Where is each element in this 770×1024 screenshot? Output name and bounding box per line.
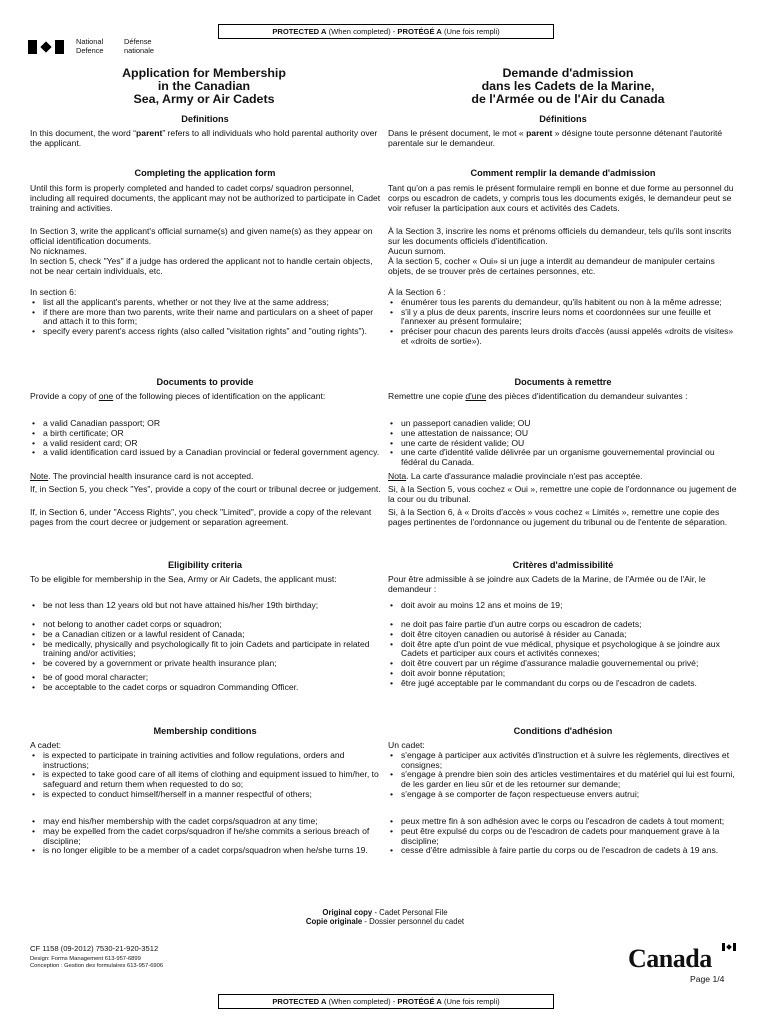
completing-heading-en: Completing the application form: [134, 168, 276, 178]
completing-section6-en: In section 6: • list all the applicant's parents, whether or not they live at the same address; • if there are more than two parents, write their name and particulars on a sheet of paper and attach it to this form; • specify every parent's access rights (also called "visitation rights" and "outing rights").: [30, 288, 382, 337]
list-item: • be medically, physically and psychologically fit to join Cadets and participate in related training and/or activities;: [30, 640, 382, 660]
documents-note-fr: Nota. La carte d'assurance maladie provinciale n'est pas acceptée.: [388, 471, 643, 481]
documents-heading-fr: Documents à remettre: [514, 377, 612, 387]
list-item: • may be expelled from the cadet corps/squadron if he/she commits a serious breach of discipline;: [30, 827, 382, 847]
list-item: • is no longer eligible to be a member of a cadet corps/squadron when he/she turns 19.: [30, 846, 382, 856]
list-item: • cesse d'être admissible à faire partie du corps ou de l'escadron de cadets à 19 ans.: [388, 846, 740, 856]
completing-heading-fr: Comment remplir la demande d'admission: [470, 168, 656, 178]
membership-list2-en: [30, 817, 382, 856]
list-item: • is expected to conduct himself/herself in a manner respectful of others;: [30, 790, 382, 800]
list-item: • doit être apte d'un point de vue médical, physique et psychologique à se joindre aux Cadets et participer aux cours et activités connexes;: [388, 640, 740, 660]
list-item: • may end his/her membership with the cadet corps/squadron at any time;: [30, 817, 382, 827]
documents-heading-en: Documents to provide: [156, 377, 254, 387]
form-number: CF 1158 (09-2012) 7530-21-920-3512: [30, 944, 159, 953]
membership-heading-en: Membership conditions: [153, 726, 257, 736]
dept-name-en-1: National: [76, 37, 104, 46]
eligibility-list2-en: [30, 620, 382, 669]
title-fr: Demande d'admission dans les Cadets de la Marine, de l'Armée ou de l'Air du Canada: [471, 66, 665, 106]
definitions-heading-en: Definitions: [181, 114, 229, 124]
definitions-text-en: In this document, the word “parent” refers to all individuals who hold parental authority over the applicant.: [30, 128, 378, 148]
eligibility-intro-fr: Pour être admissible à se joindre aux Cadets de la Marine, de l'Armée ou de l'Air, le demandeur :: [388, 574, 706, 594]
list-item: • une carte de résident valide; OU: [388, 439, 740, 449]
list-item: • peut être expulsé du corps ou de l'escadron de cadets pour manquement grave à la discipline;: [388, 827, 740, 847]
canada-flag-icon: [28, 40, 64, 54]
membership-list2-fr: [388, 817, 740, 856]
copy-distribution: Original copy - Cadet Personal File Copie originale - Dossier personnel du cadet: [305, 908, 465, 926]
list-item: • be not less than 12 years old but not have attained his/her 19th birthday;: [30, 601, 382, 611]
completing-p3-en: In section 5, check "Yes" if a judge has ordered the applicant not to handle certain objects, not be near certain individuals, etc.: [30, 256, 373, 276]
list-item: • être jugé acceptable par le commandant du corps ou de l'escadron de cadets.: [388, 679, 740, 689]
list-item: • is expected to take good care of all items of clothing and equipment issued to him/her, to safeguard and return them when requested to do so;: [30, 770, 382, 790]
design-credit: Design: Forms Management 613-957-6899 Conception : Gestion des formulaires 613-957-6906: [30, 956, 164, 969]
dept-name-en-2: Defence: [76, 45, 104, 55]
membership-list-fr: Un cadet: • s'engage à participer aux activités d'instruction et à suivre les règlements, directives et consignes; • s'engage à prendre bien soin des articles vestimentaires et du matériel qui lui est fourni, de les garder en lieu sûr et de les retourner sur demande; • s'engage à se comporter de façon respectueuse envers autrui;: [388, 741, 740, 800]
eligibility-list1-fr: [388, 601, 740, 611]
completing-p3-fr: À la section 5, cocher « Oui» si un juge a interdit au demandeur de manipuler certains objets, de se trouver près de certaines personnes, etc.: [388, 256, 715, 276]
government-signature: [28, 38, 154, 55]
list-item: • s'il y a plus de deux parents, inscrire leurs noms et coordonnées sur une feuille et l'annexer au présent formulaire;: [388, 308, 740, 328]
list-item: • préciser pour chacun des parents leurs droits d'accès (aussi appelés «droits de visites» et «droits de sortie»).: [388, 327, 740, 347]
list-item: • if there are more than two parents, write their name and particulars on a sheet of paper and attach it to this form;: [30, 308, 382, 328]
list-item: • doit être citoyen canadien ou autorisé à résider au Canada;: [388, 630, 740, 640]
documents-p2-en: If, in Section 5, you check "Yes", provide a copy of the court or tribunal decree or judgement.: [30, 484, 381, 494]
eligibility-list3-en: [30, 673, 382, 693]
list-item: • specify every parent's access rights (also called "visitation rights" and "outing rights").: [30, 327, 382, 337]
completing-p2-en: In Section 3, write the applicant's official surname(s) and given name(s) as they appear on official identification documents. No nicknames.: [30, 226, 373, 256]
list-item: • doit être couvert par un régime d'assurance maladie gouvernemental ou privé;: [388, 659, 740, 669]
canada-wordmark: Canada: [628, 944, 712, 973]
documents-list-fr: [388, 419, 740, 468]
list-item: • be a Canadian citizen or a lawful resident of Canada;: [30, 630, 382, 640]
list-item: • peux mettre fin à son adhésion avec le corps ou l'escadron de cadets à tout moment;: [388, 817, 740, 827]
list-item: • doit avoir bonne réputation;: [388, 669, 740, 679]
list-item: • be of good moral character;: [30, 673, 382, 683]
list-item: • un passeport canadien valide; OU: [388, 419, 740, 429]
completing-p2-fr: À la Section 3, inscrire les noms et prénoms officiels du demandeur, tels qu'ils sont inscrits sur les documents officiels d'identification. Aucun surnom.: [388, 226, 732, 256]
membership-heading-fr: Conditions d'adhésion: [513, 726, 613, 736]
page-number: Page 1/4: [690, 974, 725, 984]
eligibility-heading-fr: Critères d'admissibilité: [512, 560, 614, 570]
list-item: • list all the applicant's parents, whether or not they live at the same address;: [30, 298, 382, 308]
wordmark-flag-icon: [722, 943, 736, 951]
list-item: • a valid Canadian passport; OR: [30, 419, 382, 429]
protection-banner-top: PROTECTED A (When completed) - PROTÉGÉ A (Une fois rempli): [218, 24, 554, 39]
documents-p3-en: If, in Section 6, under "Access Rights", you check "Limited", provide a copy of the relevant pages from the court decree or judgement or separation agreement.: [30, 507, 372, 527]
list-item: • is expected to participate in training activities and follow regulations, orders and instructions;: [30, 751, 382, 771]
completing-section6-fr: À la Section 6 : • énumérer tous les parents du demandeur, qu'ils habitent ou non à la même adresse; • s'il y a plus de deux parents, inscrire leurs noms et coordonnées sur une feuille et l'annexer au présent formulaire; • préciser pour chacun des parents leurs droits d'accès (aussi appelés «droits de visites» et «droits de sortie»).: [388, 288, 740, 347]
definitions-text-fr: Dans le présent document, le mot « parent » désigne toute personne détenant l'autorité parentale sur le demandeur.: [388, 128, 723, 148]
dept-name-fr-2: nationale: [124, 45, 154, 55]
list-item: • s'engage à participer aux activités d'instruction et à suivre les règlements, directives et consignes;: [388, 751, 740, 771]
list-item: • a valid identification card issued by a Canadian provincial or federal government agency.: [30, 448, 382, 458]
list-item: • be acceptable to the cadet corps or squadron Commanding Officer.: [30, 683, 382, 693]
documents-p3-fr: Si, à la Section 6, à « Droits d'accès » vous cochez « Limités », remettre une copie des pages pertinentes de l'ordonnance ou jugement du tribunal ou de l'entente de séparation.: [388, 507, 728, 527]
list-item: • doit avoir au moins 12 ans et moins de 19;: [388, 601, 740, 611]
list-item: • a birth certificate; OR: [30, 429, 382, 439]
dept-name-fr-1: Défense: [124, 37, 152, 46]
list-item: • not belong to another cadet corps or squadron;: [30, 620, 382, 630]
list-item: • s'engage à prendre bien soin des articles vestimentaires et du matériel qui lui est fourni, de les garder en lieu sûr et de les retourner sur demande;: [388, 770, 740, 790]
documents-intro-en: Provide a copy of one of the following pieces of identification on the applicant:: [30, 391, 326, 401]
definitions-heading-fr: Définitions: [539, 114, 587, 124]
title-en: Application for Membership in the Canadian Sea, Army or Air Cadets: [122, 66, 286, 106]
documents-note-en: Note. The provincial health insurance card is not accepted.: [30, 471, 254, 481]
eligibility-heading-en: Eligibility criteria: [167, 560, 243, 570]
documents-intro-fr: Remettre une copie d'une des pièces d'identification du demandeur suivantes :: [388, 391, 688, 401]
documents-p2-fr: Si, à la Section 5, vous cochez « Oui », remettre une copie de l'ordonnance ou jugement de la cour ou du tribunal.: [388, 484, 737, 504]
documents-list-en: [30, 419, 382, 458]
list-item: • be covered by a government or private health insurance plan;: [30, 659, 382, 669]
list-item: • une attestation de naissance; OU: [388, 429, 740, 439]
list-item: • une carte d'identité valide délivrée par un organisme gouvernemental provincial ou fédéral du Canada.: [388, 448, 740, 468]
list-item: • ne doit pas faire partie d'un autre corps ou escadron de cadets;: [388, 620, 740, 630]
list-item: • a valid resident card; OR: [30, 439, 382, 449]
eligibility-list2-fr: [388, 620, 740, 689]
eligibility-list1-en: [30, 601, 382, 611]
completing-p1-en: Until this form is properly completed and handed to cadet corps/ squadron personnel, including all required documents, the applicant may not be authorized to participate in Cadet training and activities.: [30, 183, 381, 213]
list-item: • s'engage à se comporter de façon respectueuse envers autrui;: [388, 790, 740, 800]
list-item: • énumérer tous les parents du demandeur, qu'ils habitent ou non à la même adresse;: [388, 298, 740, 308]
protection-banner-bottom: PROTECTED A (When completed) - PROTÉGÉ A (Une fois rempli): [218, 994, 554, 1009]
membership-list-en: A cadet: • is expected to participate in training activities and follow regulations, orders and instructions; • is expected to take good care of all items of clothing and equipment issued to him/her, to safeguard and return them when requested to do so; • is expected to conduct himself/herself in a manner respectful of others;: [30, 741, 382, 800]
completing-p1-fr: Tant qu'on a pas remis le présent formulaire rempli en bonne et due forme au personnel du corps ou escadron de cadets, y compris tous les documents exigés, le demandeur peut se voir refuser la participation aux cours et activités des Cadets.: [388, 183, 734, 213]
eligibility-intro-en: To be eligible for membership in the Sea, Army or Air Cadets, the applicant must:: [30, 574, 337, 584]
